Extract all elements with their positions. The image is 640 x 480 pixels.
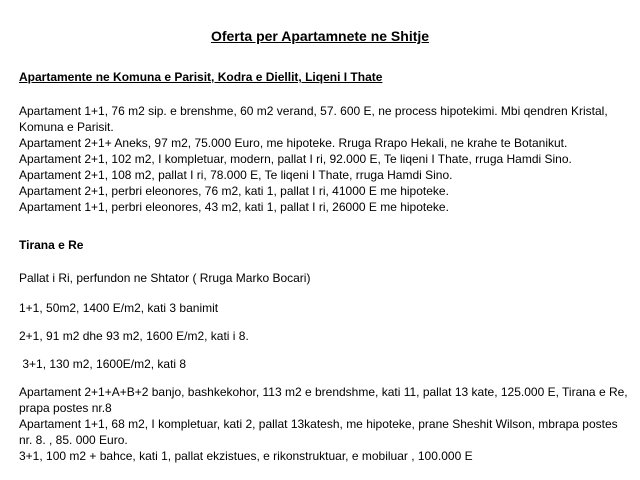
listing-line: Apartament 2+1, perbri eleonores, 76 m2, kati 1, pallat I ri, 41000 E me hipoteke. xyxy=(19,184,449,198)
listing-line: prapa postes nr.8 xyxy=(19,401,112,415)
paragraph-3plus1: 3+1, 130 m2, 1600E/m2, kati 8 xyxy=(19,357,187,371)
paragraph-pallat-i-ri: Pallat i Ri, perfundon ne Shtator ( Rruga Marko Bocari) xyxy=(19,271,311,285)
listing-line: Apartament 1+1, perbri eleonores, 43 m2, kati 1, pallat I ri, 26000 E me hipoteke. xyxy=(19,200,449,214)
listing-line: Apartament 2+1, 108 m2, pallat I ri, 78.000 E, Te liqeni I Thate, rruga Hamdi Sino. xyxy=(19,168,453,182)
listing-line: Apartament 1+1, 76 m2 sip. e brenshme, 60 m2 verand, 57. 600 E, ne process hipotekimi. Mbi qendren Kristal, xyxy=(19,104,608,118)
paragraph-1plus1: 1+1, 50m2, 1400 E/m2, kati 3 banimit xyxy=(19,301,219,315)
paragraph-2plus1: 2+1, 91 m2 dhe 93 m2, 1600 E/m2, kati i 8. xyxy=(19,329,249,343)
listing-line: Apartament 2+1+A+B+2 banjo, bashkekohor, 113 m2 e brendshme, kati 11, pallat 13 kate, 125.000 E, Tirana e Re, xyxy=(19,385,628,399)
listing-line: nr. 8. , 85. 000 Euro. xyxy=(19,433,128,447)
listing-line: Komuna e Parisit. xyxy=(19,120,114,134)
listing-line: Apartament 2+1, 102 m2, I kompletuar, modern, pallat I ri, 92.000 E, Te liqeni I Thate, rruga Hamdi Sino. xyxy=(19,152,572,166)
listing-line: 3+1, 100 m2 + bahce, kati 1, pallat ekzistues, e rikonstruktuar, e mobiluar , 100.000 E xyxy=(19,449,473,463)
listing-line: Apartament 2+1+ Aneks, 97 m2, 75.000 Euro, me hipoteke. Rruga Rrapo Hekali, ne krahe te Botanikut. xyxy=(19,136,568,150)
section-heading-tirana-e-re: Tirana e Re xyxy=(19,238,84,252)
section-heading-komuna-parisit: Apartamente ne Komuna e Parisit, Kodra e Diellit, Liqeni I Thate xyxy=(19,70,383,84)
document-title: Oferta per Apartamnete ne Shitje xyxy=(210,28,430,44)
listing-line: Apartament 1+1, 68 m2, I kompletuar, kati 2, pallat 13katesh, me hipoteke, prane Sheshit Wilson, mbrapa postes xyxy=(19,417,618,431)
